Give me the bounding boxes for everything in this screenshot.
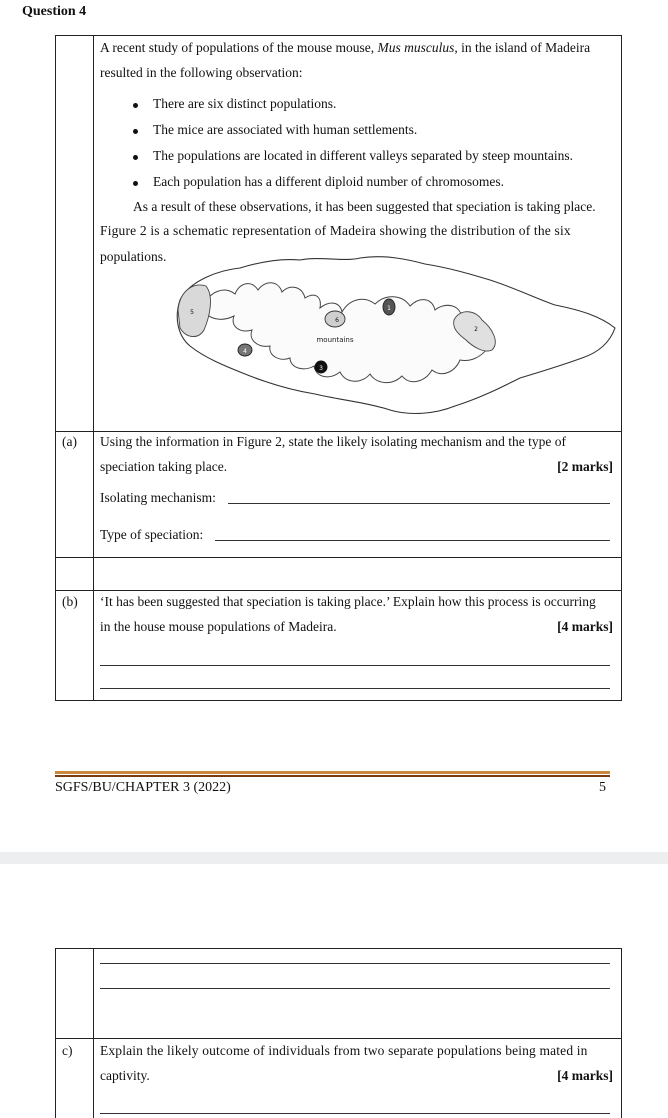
mountains-label: mountains bbox=[316, 336, 354, 344]
population-label: 2 bbox=[474, 326, 478, 333]
row-border-empty-top bbox=[55, 557, 622, 558]
population-label: 6 bbox=[335, 317, 339, 324]
bullet-3: The populations are located in different valleys separated by steep mountains. bbox=[153, 148, 573, 163]
population-label: 1 bbox=[387, 305, 391, 312]
part-a-line-2: speciation taking place. bbox=[100, 459, 228, 474]
part-c-answer-line[interactable] bbox=[100, 1113, 610, 1114]
part-b-marks: [4 marks] bbox=[557, 619, 613, 634]
after-bullets-line-3: populations. bbox=[100, 249, 167, 264]
page-2 bbox=[0, 864, 668, 1118]
population-label: 4 bbox=[243, 348, 247, 355]
table-right-border bbox=[621, 35, 622, 701]
question-title: Question 4 bbox=[22, 4, 87, 19]
part-b-answer-line[interactable] bbox=[100, 688, 610, 689]
population-label: 5 bbox=[190, 309, 194, 316]
bullet-1: There are six distinct populations. bbox=[153, 96, 337, 111]
bullet-dot bbox=[133, 155, 138, 160]
population-label: 3 bbox=[319, 365, 323, 372]
table-left-border bbox=[55, 948, 56, 1118]
part-a-label: (a) bbox=[62, 434, 77, 449]
table-top-border bbox=[55, 948, 622, 949]
isolating-mechanism-label: Isolating mechanism: bbox=[100, 490, 216, 505]
bullet-dot bbox=[133, 129, 138, 134]
table-bottom-border bbox=[55, 700, 622, 701]
footer-rule-light bbox=[55, 771, 610, 774]
bullet-dot bbox=[133, 181, 138, 186]
footer-page-number: 5 bbox=[599, 780, 606, 795]
row-border-a bbox=[55, 431, 622, 432]
part-b-answer-line[interactable] bbox=[100, 988, 610, 989]
after-bullets-line-1: As a result of these observations, it has been suggested that speciation is taking place. bbox=[133, 199, 596, 214]
after-bullets-line-2: Figure 2 is a schematic representation of Madeira showing the distribution of the six bbox=[100, 223, 571, 238]
table-right-border bbox=[621, 948, 622, 1118]
intro-line-1: A recent study of populations of the mouse mouse, Mus musculus, in the island of Madeira bbox=[100, 40, 591, 55]
row-border-b bbox=[55, 590, 622, 591]
part-a-line-1: Using the information in Figure 2, state the likely isolating mechanism and the type of bbox=[100, 434, 567, 449]
part-a-marks: [2 marks] bbox=[557, 459, 613, 474]
table-top-border bbox=[55, 35, 622, 36]
bullet-2: The mice are associated with human settlements. bbox=[153, 122, 418, 137]
page-gap bbox=[0, 852, 668, 864]
part-b-label: (b) bbox=[62, 594, 78, 609]
bullet-dot bbox=[133, 103, 138, 108]
part-b-answer-line[interactable] bbox=[100, 963, 610, 964]
part-c-line-2: captivity. bbox=[100, 1068, 150, 1083]
part-b-line-1: ‘It has been suggested that speciation is taking place.’ Explain how this process is occurring bbox=[100, 594, 596, 609]
isolating-mechanism-answer-line[interactable] bbox=[228, 503, 610, 504]
footer-left-text: SGFS/BU/CHAPTER 3 (2022) bbox=[55, 780, 231, 795]
bullet-4: Each population has a different diploid number of chromosomes. bbox=[153, 174, 505, 189]
table-divider bbox=[93, 948, 94, 1118]
madeira-map-figure bbox=[170, 250, 620, 418]
type-of-speciation-label: Type of speciation: bbox=[100, 527, 204, 542]
part-c-label: c) bbox=[62, 1043, 73, 1058]
part-c-marks: [4 marks] bbox=[557, 1068, 613, 1083]
intro-line-2: resulted in the following observation: bbox=[100, 65, 303, 80]
row-border-c bbox=[55, 1038, 622, 1039]
part-b-line-2: in the house mouse populations of Madeira. bbox=[100, 619, 337, 634]
type-of-speciation-answer-line[interactable] bbox=[215, 540, 610, 541]
table-divider bbox=[93, 35, 94, 701]
species-name: Mus musculus bbox=[377, 40, 455, 55]
part-c-line-1: Explain the likely outcome of individuals from two separate populations being mated in bbox=[100, 1043, 588, 1058]
footer-rule-dark bbox=[55, 775, 610, 777]
table-left-border bbox=[55, 35, 56, 701]
part-b-answer-line[interactable] bbox=[100, 665, 610, 666]
